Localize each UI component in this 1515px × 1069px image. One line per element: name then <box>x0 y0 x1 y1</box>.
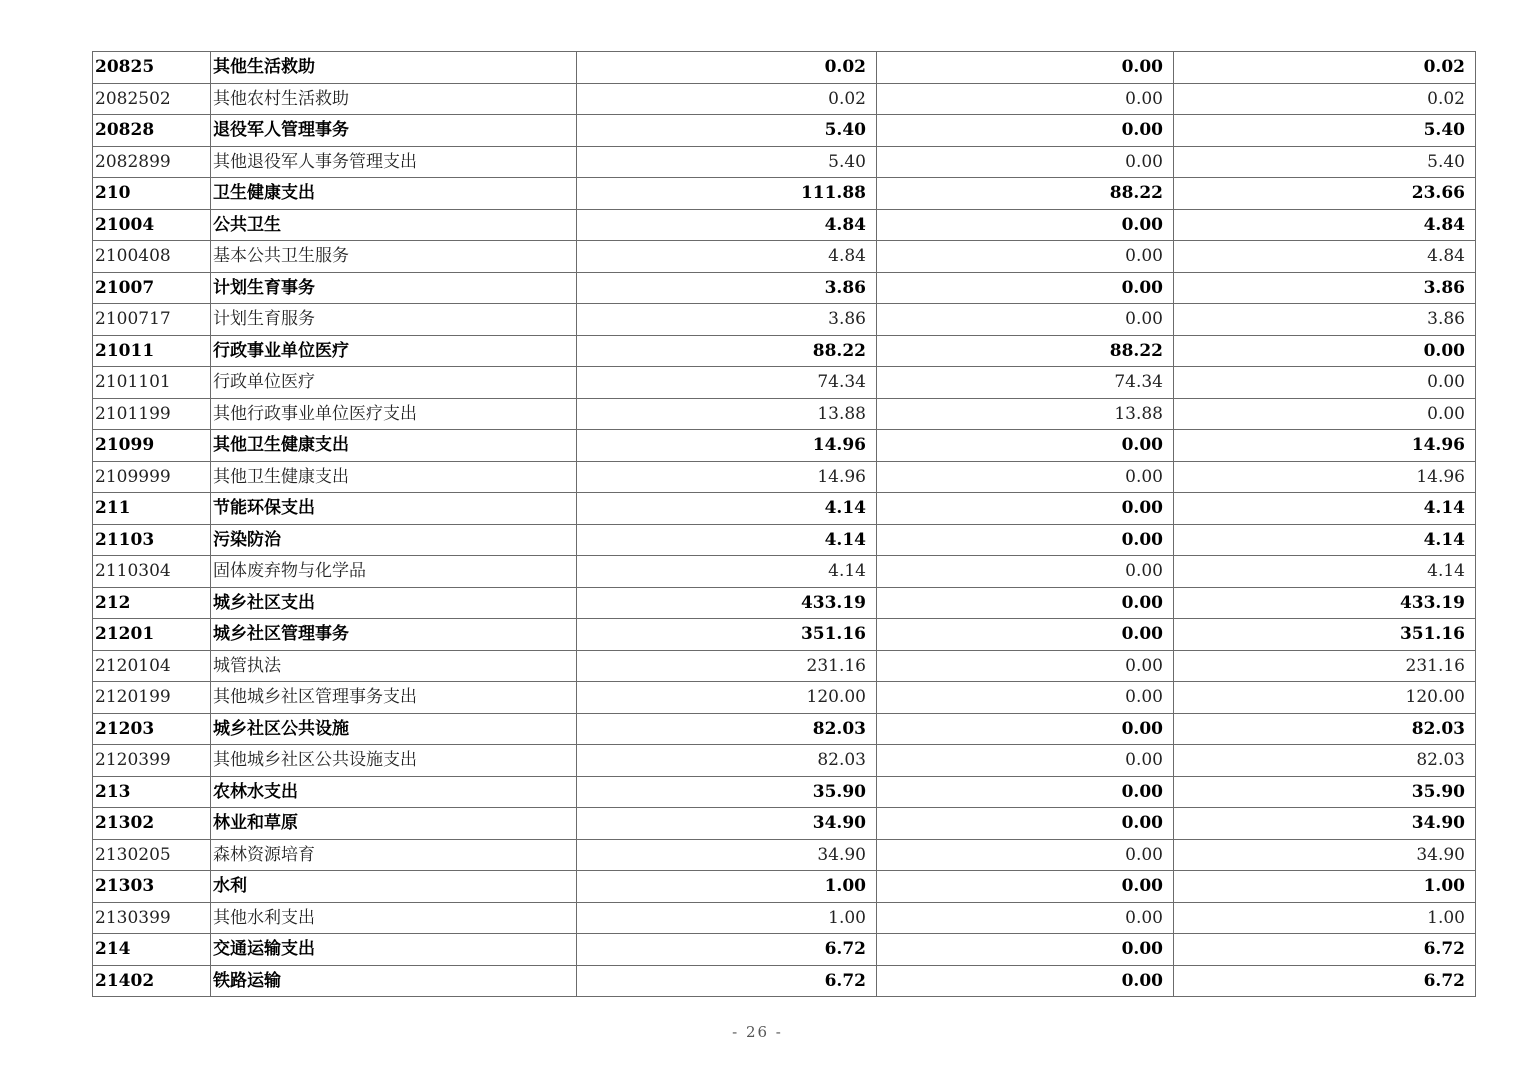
table-row <box>93 587 1476 619</box>
project-expenditure-cell: 82.03 <box>1174 745 1476 777</box>
name-cell: 其他城乡社区管理事务支出 <box>211 682 577 714</box>
project-expenditure-cell: 4.14 <box>1174 493 1476 525</box>
code-cell: 211 <box>93 493 211 525</box>
basic-expenditure-cell: 0.00 <box>877 871 1174 903</box>
table-row <box>93 619 1476 651</box>
total-amount-cell: 231.16 <box>577 650 877 682</box>
project-expenditure-cell: 0.02 <box>1174 52 1476 84</box>
code-cell: 2110304 <box>93 556 211 588</box>
code-cell: 21099 <box>93 430 211 462</box>
project-expenditure-cell: 4.14 <box>1174 556 1476 588</box>
total-amount-cell: 120.00 <box>577 682 877 714</box>
name-cell: 交通运输支出 <box>211 934 577 966</box>
project-expenditure-cell: 5.40 <box>1174 115 1476 147</box>
project-expenditure-cell: 433.19 <box>1174 587 1476 619</box>
table-row <box>93 934 1476 966</box>
code-cell: 2100408 <box>93 241 211 273</box>
project-expenditure-cell: 4.84 <box>1174 241 1476 273</box>
name-cell: 公共卫生 <box>211 209 577 241</box>
code-cell: 212 <box>93 587 211 619</box>
basic-expenditure-cell: 0.00 <box>877 713 1174 745</box>
project-expenditure-cell: 14.96 <box>1174 430 1476 462</box>
table-row <box>93 178 1476 210</box>
basic-expenditure-cell: 88.22 <box>877 178 1174 210</box>
table-row <box>93 335 1476 367</box>
code-cell: 2130399 <box>93 902 211 934</box>
total-amount-cell: 4.14 <box>577 556 877 588</box>
project-expenditure-cell: 3.86 <box>1174 304 1476 336</box>
table-row <box>93 808 1476 840</box>
code-cell: 21103 <box>93 524 211 556</box>
project-expenditure-cell: 0.00 <box>1174 367 1476 399</box>
basic-expenditure-cell: 0.00 <box>877 461 1174 493</box>
total-amount-cell: 6.72 <box>577 965 877 997</box>
name-cell: 其他卫生健康支出 <box>211 430 577 462</box>
name-cell: 其他行政事业单位医疗支出 <box>211 398 577 430</box>
code-cell: 2101199 <box>93 398 211 430</box>
code-cell: 21203 <box>93 713 211 745</box>
table-row <box>93 493 1476 525</box>
basic-expenditure-cell: 0.00 <box>877 776 1174 808</box>
project-expenditure-cell: 34.90 <box>1174 839 1476 871</box>
project-expenditure-cell: 0.00 <box>1174 398 1476 430</box>
code-cell: 21402 <box>93 965 211 997</box>
basic-expenditure-cell: 0.00 <box>877 241 1174 273</box>
code-cell: 213 <box>93 776 211 808</box>
name-cell: 城乡社区管理事务 <box>211 619 577 651</box>
table-row <box>93 556 1476 588</box>
code-cell: 20825 <box>93 52 211 84</box>
basic-expenditure-cell: 0.00 <box>877 965 1174 997</box>
project-expenditure-cell: 14.96 <box>1174 461 1476 493</box>
name-cell: 其他退役军人事务管理支出 <box>211 146 577 178</box>
table-row <box>93 776 1476 808</box>
basic-expenditure-cell: 0.00 <box>877 52 1174 84</box>
total-amount-cell: 34.90 <box>577 808 877 840</box>
table-row <box>93 398 1476 430</box>
project-expenditure-cell: 4.84 <box>1174 209 1476 241</box>
basic-expenditure-cell: 74.34 <box>877 367 1174 399</box>
name-cell: 其他水利支出 <box>211 902 577 934</box>
total-amount-cell: 3.86 <box>577 304 877 336</box>
name-cell: 城乡社区支出 <box>211 587 577 619</box>
table-row <box>93 304 1476 336</box>
name-cell: 退役军人管理事务 <box>211 115 577 147</box>
table-row <box>93 965 1476 997</box>
basic-expenditure-cell: 0.00 <box>877 808 1174 840</box>
budget-table <box>92 51 1476 997</box>
basic-expenditure-cell: 0.00 <box>877 83 1174 115</box>
total-amount-cell: 14.96 <box>577 461 877 493</box>
table-row <box>93 115 1476 147</box>
project-expenditure-cell: 82.03 <box>1174 713 1476 745</box>
name-cell: 卫生健康支出 <box>211 178 577 210</box>
code-cell: 2120199 <box>93 682 211 714</box>
basic-expenditure-cell: 0.00 <box>877 115 1174 147</box>
basic-expenditure-cell: 13.88 <box>877 398 1174 430</box>
total-amount-cell: 14.96 <box>577 430 877 462</box>
table-row <box>93 430 1476 462</box>
basic-expenditure-cell: 0.00 <box>877 839 1174 871</box>
total-amount-cell: 4.84 <box>577 209 877 241</box>
name-cell: 城乡社区公共设施 <box>211 713 577 745</box>
basic-expenditure-cell: 0.00 <box>877 745 1174 777</box>
project-expenditure-cell: 6.72 <box>1174 965 1476 997</box>
project-expenditure-cell: 351.16 <box>1174 619 1476 651</box>
total-amount-cell: 35.90 <box>577 776 877 808</box>
basic-expenditure-cell: 0.00 <box>877 650 1174 682</box>
table-row <box>93 650 1476 682</box>
name-cell: 林业和草原 <box>211 808 577 840</box>
name-cell: 其他农村生活救助 <box>211 83 577 115</box>
table-row <box>93 209 1476 241</box>
total-amount-cell: 74.34 <box>577 367 877 399</box>
name-cell: 其他城乡社区公共设施支出 <box>211 745 577 777</box>
name-cell: 固体废弃物与化学品 <box>211 556 577 588</box>
total-amount-cell: 34.90 <box>577 839 877 871</box>
basic-expenditure-cell: 0.00 <box>877 209 1174 241</box>
code-cell: 21303 <box>93 871 211 903</box>
total-amount-cell: 433.19 <box>577 587 877 619</box>
page-number: - 26 - <box>732 1023 783 1041</box>
total-amount-cell: 3.86 <box>577 272 877 304</box>
project-expenditure-cell: 0.02 <box>1174 83 1476 115</box>
code-cell: 2109999 <box>93 461 211 493</box>
project-expenditure-cell: 1.00 <box>1174 902 1476 934</box>
table-row <box>93 902 1476 934</box>
project-expenditure-cell: 5.40 <box>1174 146 1476 178</box>
name-cell: 污染防治 <box>211 524 577 556</box>
name-cell: 行政事业单位医疗 <box>211 335 577 367</box>
basic-expenditure-cell: 0.00 <box>877 304 1174 336</box>
total-amount-cell: 0.02 <box>577 52 877 84</box>
code-cell: 2100717 <box>93 304 211 336</box>
name-cell: 其他卫生健康支出 <box>211 461 577 493</box>
basic-expenditure-cell: 0.00 <box>877 587 1174 619</box>
total-amount-cell: 111.88 <box>577 178 877 210</box>
name-cell: 节能环保支出 <box>211 493 577 525</box>
basic-expenditure-cell: 0.00 <box>877 902 1174 934</box>
table-row <box>93 682 1476 714</box>
table-row <box>93 524 1476 556</box>
total-amount-cell: 88.22 <box>577 335 877 367</box>
table-row <box>93 839 1476 871</box>
total-amount-cell: 13.88 <box>577 398 877 430</box>
total-amount-cell: 6.72 <box>577 934 877 966</box>
basic-expenditure-cell: 0.00 <box>877 146 1174 178</box>
code-cell: 2120104 <box>93 650 211 682</box>
code-cell: 21004 <box>93 209 211 241</box>
code-cell: 2082502 <box>93 83 211 115</box>
project-expenditure-cell: 3.86 <box>1174 272 1476 304</box>
code-cell: 214 <box>93 934 211 966</box>
project-expenditure-cell: 0.00 <box>1174 335 1476 367</box>
basic-expenditure-cell: 88.22 <box>877 335 1174 367</box>
table-row <box>93 871 1476 903</box>
budget-table-body <box>93 52 1476 997</box>
project-expenditure-cell: 35.90 <box>1174 776 1476 808</box>
basic-expenditure-cell: 0.00 <box>877 272 1174 304</box>
table-row <box>93 272 1476 304</box>
total-amount-cell: 5.40 <box>577 115 877 147</box>
name-cell: 城管执法 <box>211 650 577 682</box>
basic-expenditure-cell: 0.00 <box>877 682 1174 714</box>
code-cell: 21201 <box>93 619 211 651</box>
code-cell: 2120399 <box>93 745 211 777</box>
project-expenditure-cell: 4.14 <box>1174 524 1476 556</box>
total-amount-cell: 5.40 <box>577 146 877 178</box>
code-cell: 2082899 <box>93 146 211 178</box>
table-row <box>93 146 1476 178</box>
table-row <box>93 52 1476 84</box>
table-row <box>93 713 1476 745</box>
project-expenditure-cell: 231.16 <box>1174 650 1476 682</box>
code-cell: 21011 <box>93 335 211 367</box>
project-expenditure-cell: 120.00 <box>1174 682 1476 714</box>
total-amount-cell: 82.03 <box>577 713 877 745</box>
name-cell: 计划生育服务 <box>211 304 577 336</box>
project-expenditure-cell: 6.72 <box>1174 934 1476 966</box>
basic-expenditure-cell: 0.00 <box>877 493 1174 525</box>
table-row <box>93 83 1476 115</box>
total-amount-cell: 0.02 <box>577 83 877 115</box>
name-cell: 农林水支出 <box>211 776 577 808</box>
project-expenditure-cell: 23.66 <box>1174 178 1476 210</box>
name-cell: 其他生活救助 <box>211 52 577 84</box>
name-cell: 铁路运输 <box>211 965 577 997</box>
total-amount-cell: 4.84 <box>577 241 877 273</box>
name-cell: 水利 <box>211 871 577 903</box>
basic-expenditure-cell: 0.00 <box>877 556 1174 588</box>
name-cell: 森林资源培育 <box>211 839 577 871</box>
table-row <box>93 367 1476 399</box>
code-cell: 210 <box>93 178 211 210</box>
name-cell: 行政单位医疗 <box>211 367 577 399</box>
basic-expenditure-cell: 0.00 <box>877 934 1174 966</box>
total-amount-cell: 351.16 <box>577 619 877 651</box>
name-cell: 计划生育事务 <box>211 272 577 304</box>
code-cell: 2130205 <box>93 839 211 871</box>
total-amount-cell: 4.14 <box>577 524 877 556</box>
project-expenditure-cell: 1.00 <box>1174 871 1476 903</box>
table-row <box>93 461 1476 493</box>
code-cell: 20828 <box>93 115 211 147</box>
code-cell: 21007 <box>93 272 211 304</box>
total-amount-cell: 1.00 <box>577 871 877 903</box>
project-expenditure-cell: 34.90 <box>1174 808 1476 840</box>
total-amount-cell: 4.14 <box>577 493 877 525</box>
name-cell: 基本公共卫生服务 <box>211 241 577 273</box>
table-row <box>93 241 1476 273</box>
code-cell: 2101101 <box>93 367 211 399</box>
code-cell: 21302 <box>93 808 211 840</box>
basic-expenditure-cell: 0.00 <box>877 524 1174 556</box>
basic-expenditure-cell: 0.00 <box>877 430 1174 462</box>
basic-expenditure-cell: 0.00 <box>877 619 1174 651</box>
table-row <box>93 745 1476 777</box>
total-amount-cell: 82.03 <box>577 745 877 777</box>
total-amount-cell: 1.00 <box>577 902 877 934</box>
